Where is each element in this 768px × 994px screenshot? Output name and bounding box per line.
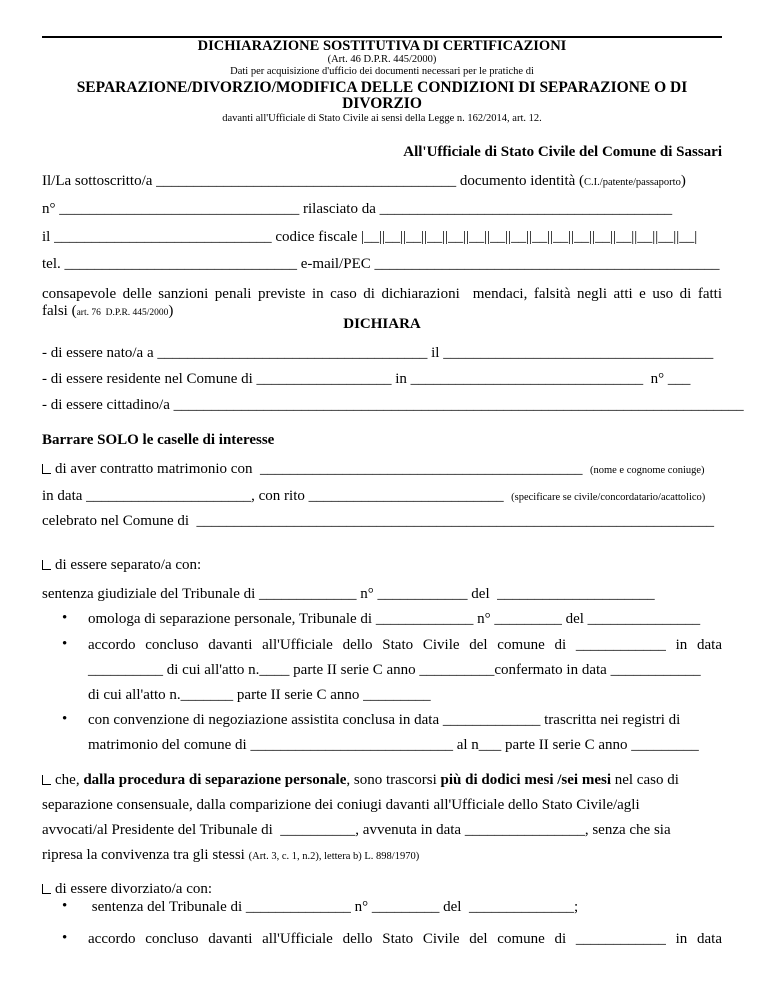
contact-line[interactable]: tel. _______________________________ e-mail/PEC ______________________________________________ — [42, 256, 720, 272]
elapsed-line2: separazione consensuale, dalla comparizione dei coniugi davanti all'Ufficiale dello Stato Civile/agli — [42, 797, 640, 813]
document-number-line[interactable]: n° ________________________________ rilasciato da _______________________________________ — [42, 201, 673, 217]
marriage-line3[interactable]: celebrato nel Comune di _____________________________________________________________________ — [42, 513, 715, 529]
identity-line[interactable]: Il/La sottoscritto/a ________________________________________ documento identità (C.I./patente/passaporto) — [42, 173, 686, 189]
divorced-checkbox[interactable] — [42, 884, 51, 894]
marriage-checkbox[interactable] — [42, 464, 51, 474]
awareness-line1: consapevole delle sanzioni penali previste in caso di dichiarazioni mendaci, falsità negli atti e uso di fatti — [42, 286, 722, 302]
bullet: • — [62, 930, 68, 946]
divorced-accordo-line[interactable]: accordo concluso davanti all'Ufficiale dello Stato Civile del comune di ____________ in data — [88, 931, 722, 947]
form-law-reference: davanti all'Ufficiale di Stato Civile ai sensi della Legge n. 162/2014, art. 12. — [222, 113, 542, 124]
separated-omologa-line[interactable]: omologa di separazione personale, Tribunale di _____________ n° _________ del _______________ — [88, 611, 701, 627]
fiscal-code-line[interactable]: il _____________________________ codice fiscale |__||__||__||__||__||__||__||__||__||__||__||__||__||__||__||__| — [42, 229, 698, 245]
residence-line[interactable]: - di essere residente nel Comune di __________________ in _______________________________ n° ___ — [42, 371, 691, 387]
separated-accordo-line1[interactable]: accordo concluso davanti all'Ufficiale dello Stato Civile del comune di ____________ in data — [88, 637, 722, 653]
form-title: DICHIARAZIONE SOSTITUTIVA DI CERTIFICAZIONI — [197, 38, 567, 54]
bullet: • — [62, 711, 68, 727]
bullet: • — [62, 898, 68, 914]
elapsed-line1[interactable]: che, dalla procedura di separazione personale, sono trascorsi più di dodici mesi /sei mesi nel caso di — [42, 771, 722, 789]
divorced-sentenza-line[interactable]: sentenza del Tribunale di ______________ n° _________ del ______________; — [88, 899, 579, 915]
bullet: • — [62, 610, 68, 626]
form-subtitle-line2: DIVORZIO — [342, 95, 422, 112]
addressee: All'Ufficiale di Stato Civile del Comune di Sassari — [403, 144, 722, 160]
declares-heading: DICHIARA — [343, 316, 421, 332]
form-purpose: Dati per acquisizione d'ufficio dei documenti necessari per le pratiche di — [230, 66, 534, 77]
elapsed-line4: ripresa la convivenza tra gli stessi (Art. 3, c. 1, n.2), lettera b) L. 898/1970) — [42, 847, 420, 863]
separated-checkbox[interactable] — [42, 560, 51, 570]
bullet: • — [62, 636, 68, 652]
separated-negoziazione-line1[interactable]: con convenzione di negoziazione assistita conclusa in data _____________ trascritta nei registri di — [88, 712, 681, 728]
separated-accordo-line3[interactable]: di cui all'atto n._______ parte II serie C anno _________ — [88, 687, 431, 703]
instruction-heading: Barrare SOLO le caselle di interesse — [42, 432, 275, 448]
separated-accordo-line2[interactable]: __________ di cui all'atto n.____ parte II serie C anno __________confermato in data ____________ — [88, 662, 701, 678]
separated-negoziazione-line2[interactable]: matrimonio del comune di ___________________________ al n___ parte II serie C anno _________ — [88, 737, 699, 753]
citizenship-line[interactable]: - di essere cittadino/a ____________________________________________________________________________ — [42, 397, 744, 413]
separated-title[interactable]: di essere separato/a con: — [42, 556, 722, 574]
marriage-line1[interactable]: di aver contratto matrimonio con ___________________________________________ (nome e cognome coniuge) — [42, 460, 722, 480]
form-subtitle-line1: SEPARAZIONE/DIVORZIO/MODIFICA DELLE CONDIZIONI DI SEPARAZIONE O DI — [76, 79, 688, 96]
marriage-line2[interactable]: in data ______________________, con rito __________________________ (specificare se civile/concordatario/acattolico) — [42, 488, 706, 504]
form-reference: (Art. 46 D.P.R. 445/2000) — [327, 54, 437, 65]
separated-sentenza-line[interactable]: sentenza giudiziale del Tribunale di _____________ n° ____________ del _____________________ — [42, 586, 655, 602]
birth-line[interactable]: - di essere nato/a a ____________________________________ il ____________________________________ — [42, 345, 714, 361]
divorced-title[interactable]: di essere divorziato/a con: — [42, 880, 722, 898]
elapsed-checkbox[interactable] — [42, 775, 51, 785]
awareness-line2: falsi (art. 76 D.P.R. 445/2000) — [42, 303, 174, 319]
elapsed-line3[interactable]: avvocati/al Presidente del Tribunale di __________, avvenuta in data ________________, senza che sia — [42, 822, 671, 838]
